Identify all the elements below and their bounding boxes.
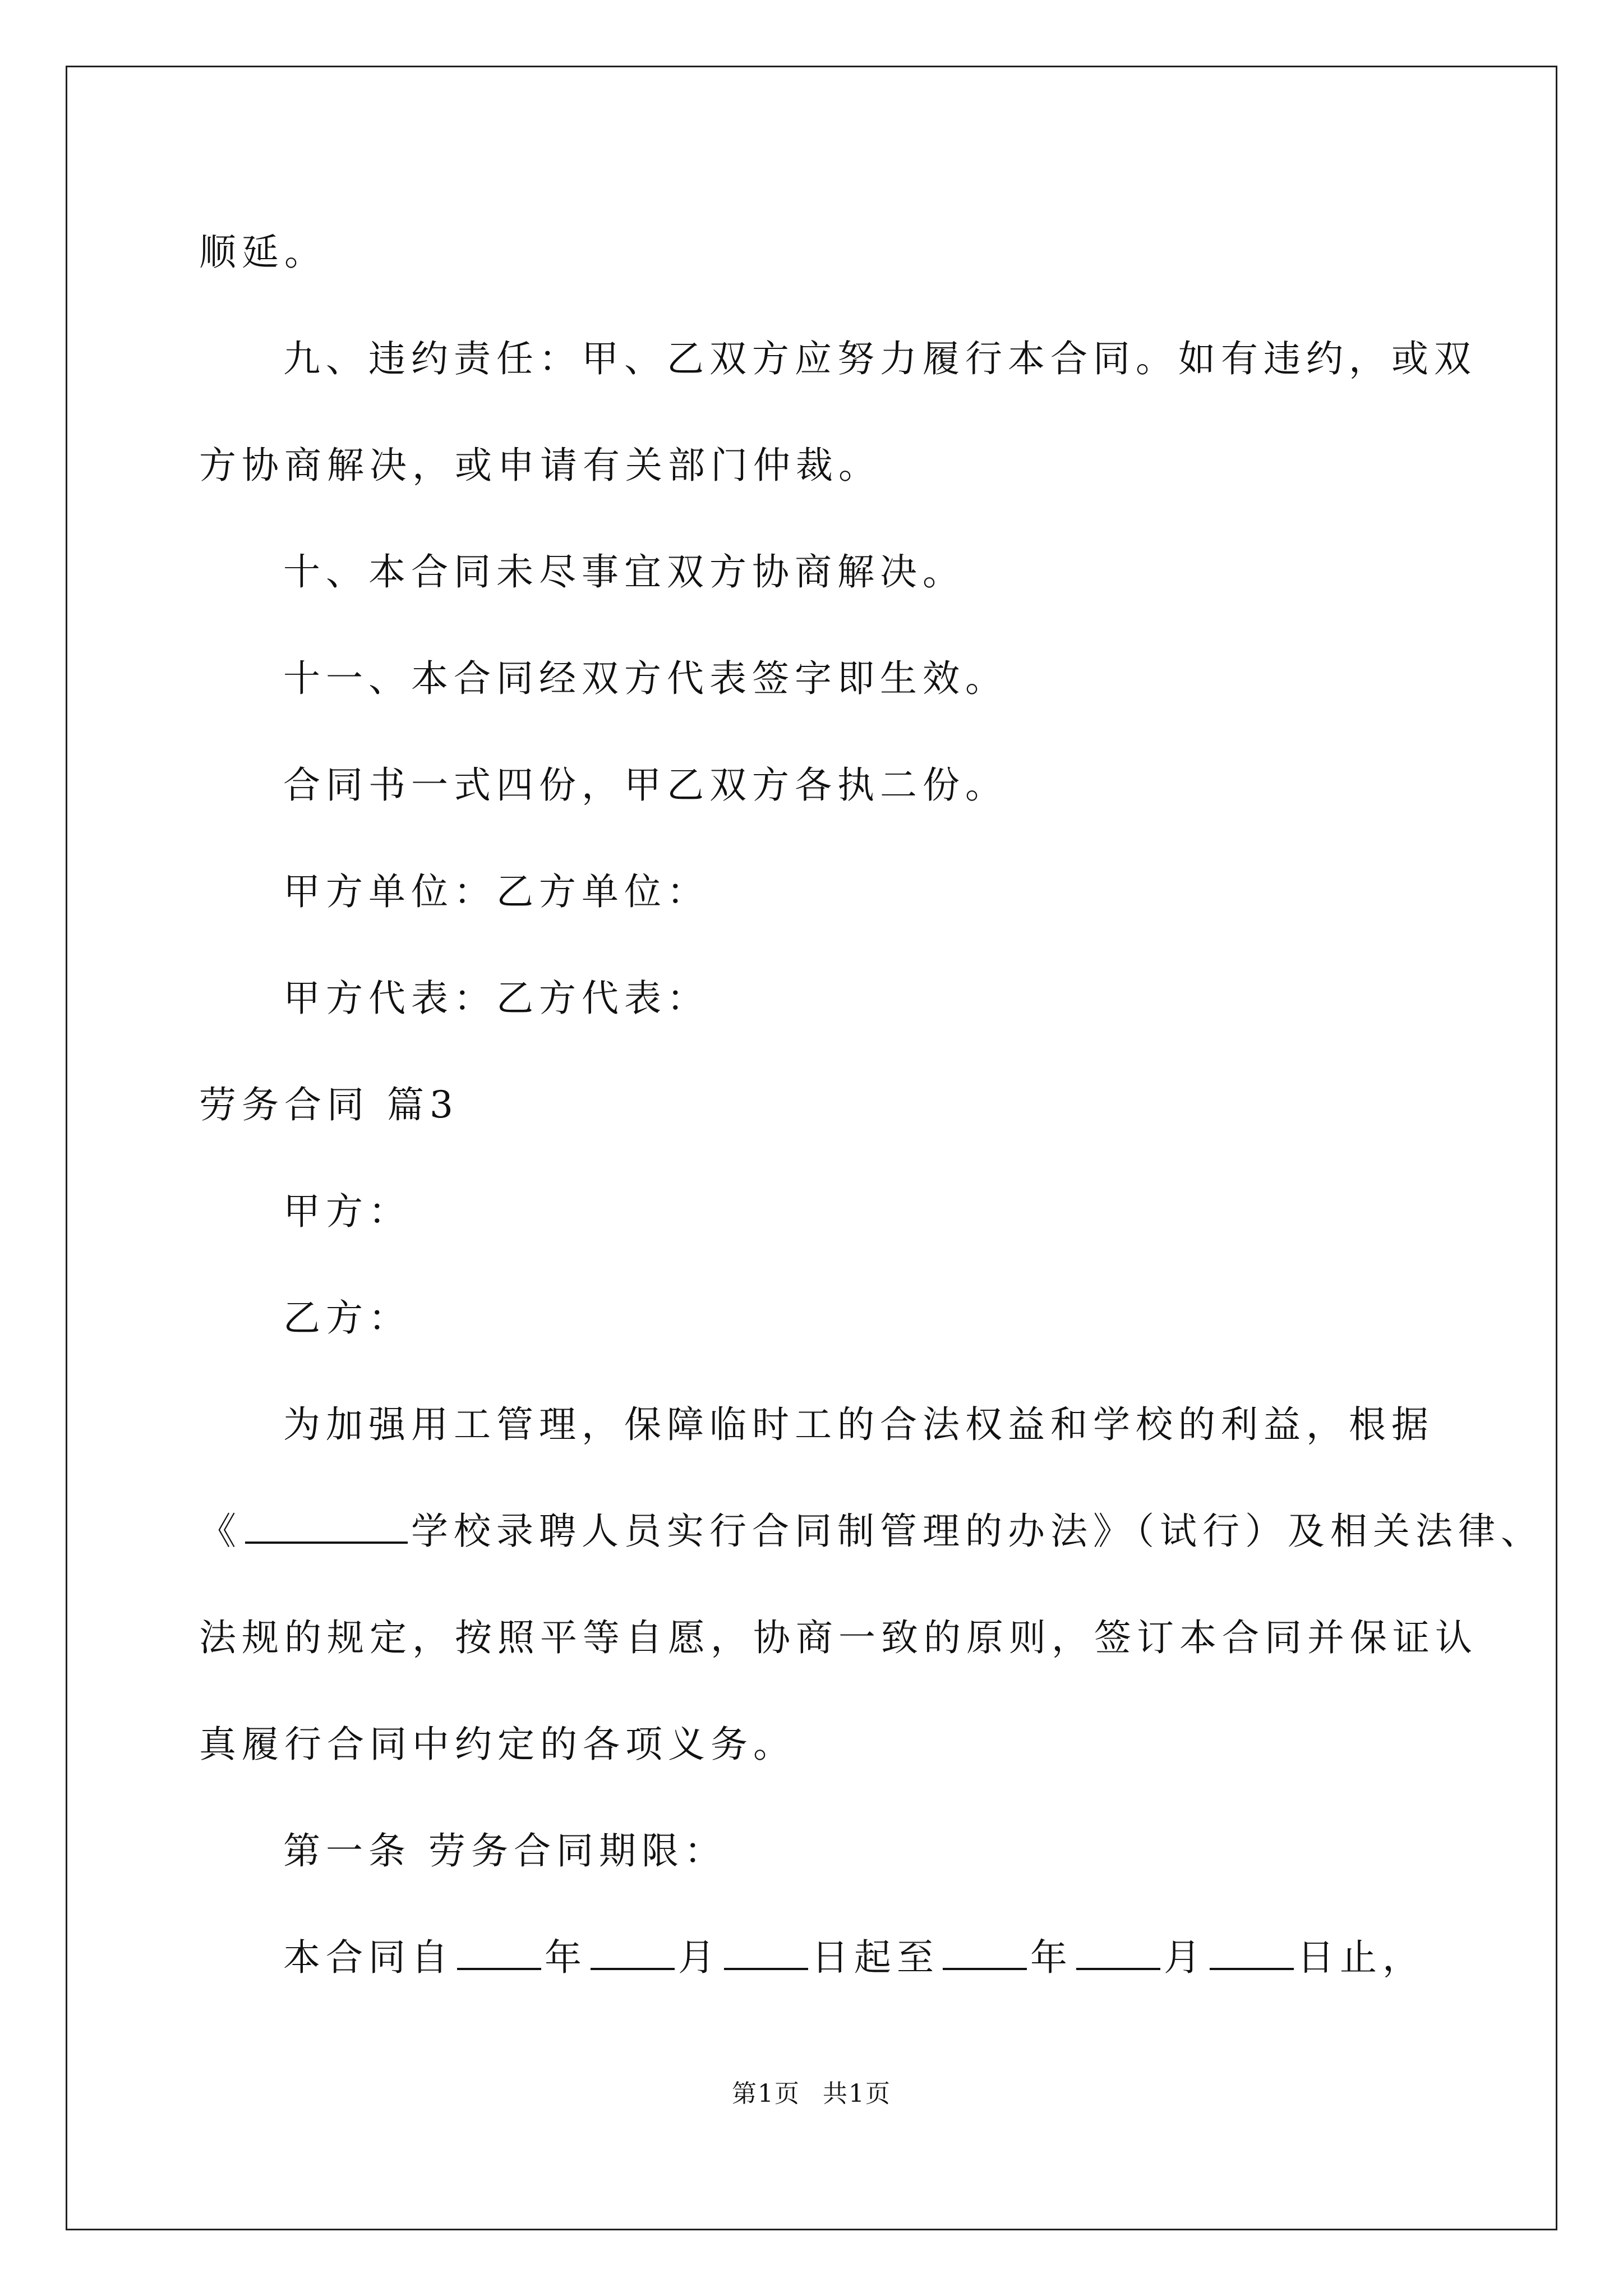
paragraph-line: 乙方： bbox=[283, 1296, 411, 1340]
paragraph-line: 甲方： bbox=[283, 1190, 411, 1233]
paragraph-line: 顺延。 bbox=[199, 231, 327, 274]
paragraph-line: 十一、本合同经双方代表签字即生效。 bbox=[283, 657, 1008, 700]
blank-end-year bbox=[943, 1938, 1027, 1970]
blank-school-name bbox=[245, 1511, 408, 1544]
term-day-label: 日止， bbox=[1297, 1936, 1425, 1979]
section-heading: 劳务合同 篇3 bbox=[199, 1083, 459, 1126]
blank-start-year bbox=[457, 1938, 541, 1970]
paragraph-line: 真履行合同中约定的各项义务。 bbox=[199, 1723, 796, 1766]
paragraph-line: 方协商解决，或申请有关部门仲裁。 bbox=[199, 444, 881, 487]
term-day-label: 日起至 bbox=[811, 1936, 939, 1979]
blank-start-day bbox=[724, 1938, 808, 1970]
term-month-label: 月 bbox=[678, 1936, 721, 1979]
term-prefix: 本合同自 bbox=[283, 1936, 454, 1979]
blank-end-month bbox=[1076, 1938, 1160, 1970]
paragraph-line: 十、本合同未尽事宜双方协商解决。 bbox=[283, 550, 965, 593]
term-month-label: 月 bbox=[1164, 1936, 1206, 1979]
page-total: 共1页 bbox=[823, 2079, 891, 2108]
article-heading: 第一条 劳务合同期限： bbox=[283, 1829, 727, 1872]
page-number: 第1页 bbox=[732, 2079, 800, 2108]
paragraph-line bbox=[199, 1509, 1543, 1554]
blank-end-day bbox=[1210, 1938, 1294, 1970]
paragraph-line: 法规的规定，按照平等自愿，协商一致的原则，签订本合同并保证认 bbox=[199, 1616, 1478, 1659]
paragraph-line: 为加强用工管理，保障临时工的合法权益和学校的利益，根据 bbox=[283, 1403, 1434, 1446]
paragraph-line: 九、违约责任：甲、乙双方应努力履行本合同。如有违约，或双 bbox=[283, 337, 1477, 380]
contract-term-line bbox=[283, 1935, 1425, 1980]
paragraph-line: 合同书一式四份，甲乙双方各执二份。 bbox=[283, 763, 1008, 807]
page-border bbox=[66, 66, 1557, 2230]
page-footer bbox=[0, 2077, 1623, 2111]
blank-start-month bbox=[591, 1938, 675, 1970]
term-year-label: 年 bbox=[1030, 1936, 1073, 1979]
paragraph-line: 甲方单位：乙方单位： bbox=[283, 870, 709, 913]
paragraph-text: 学校录聘人员实行合同制管理的办法》（试行）及相关法律、 bbox=[411, 1510, 1543, 1553]
term-year-label: 年 bbox=[545, 1936, 587, 1979]
paragraph-line: 甲方代表：乙方代表： bbox=[283, 977, 709, 1020]
open-title-mark: 《 bbox=[199, 1510, 242, 1553]
